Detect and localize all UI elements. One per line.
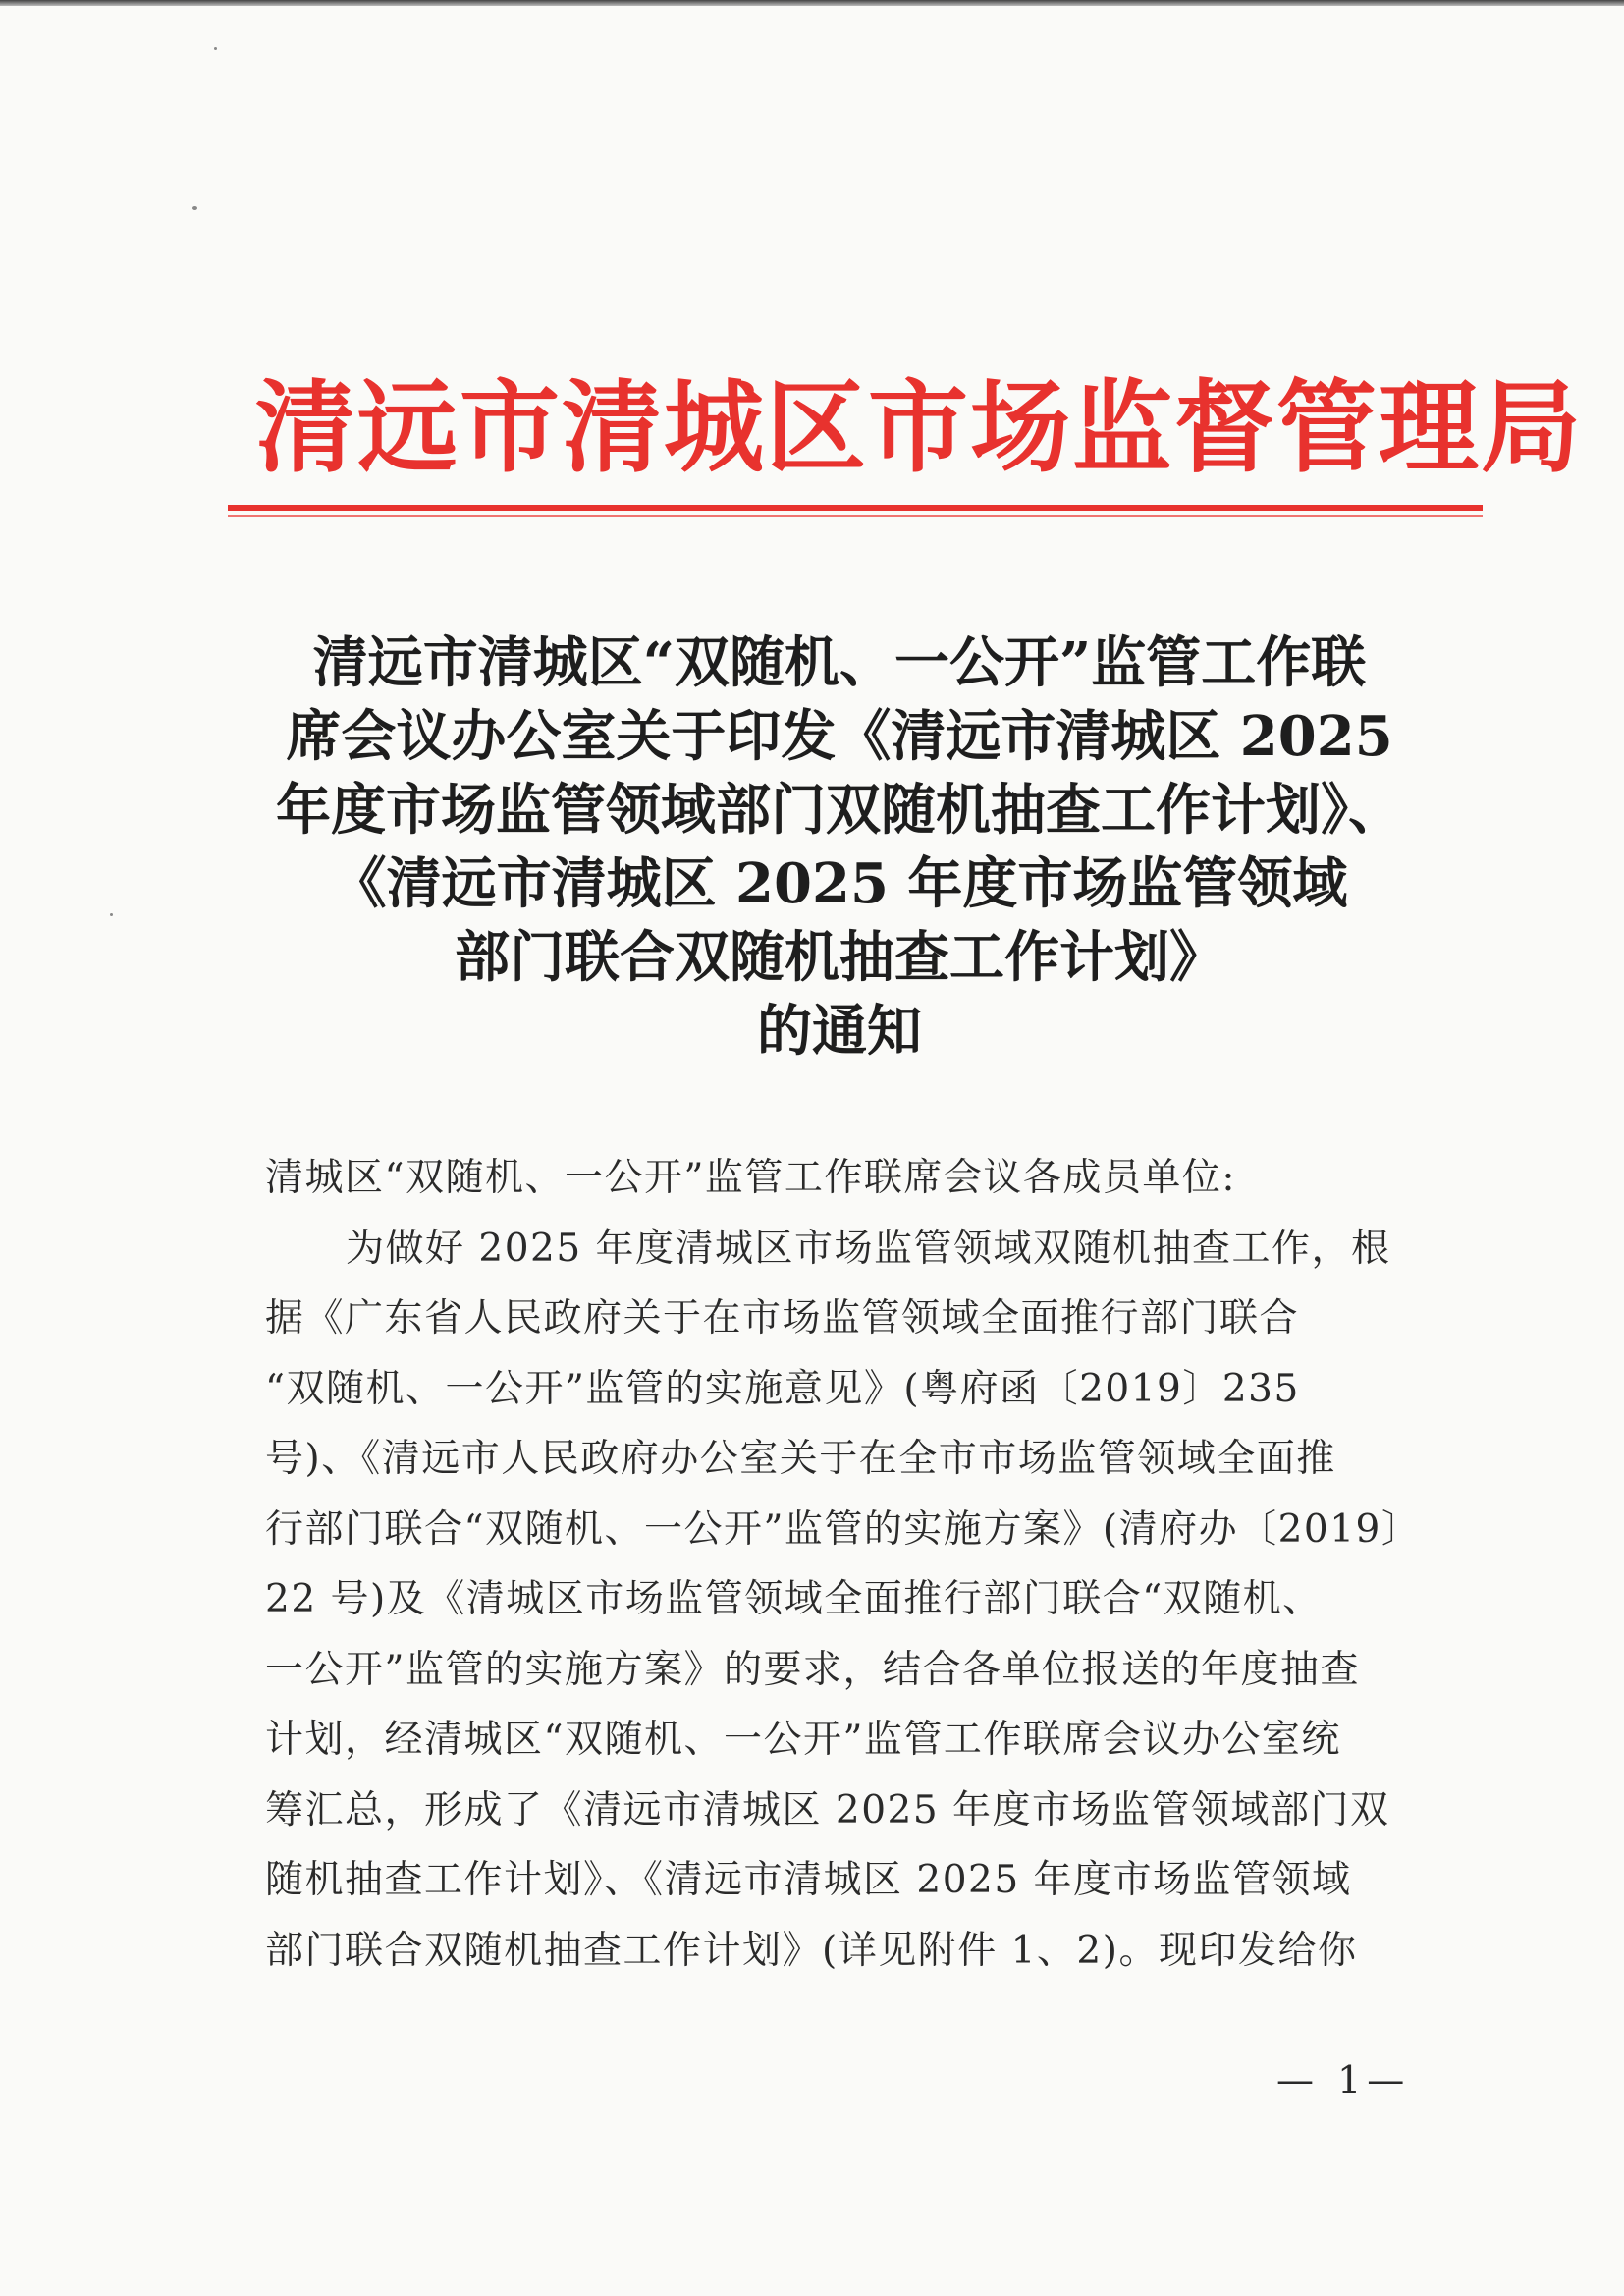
body-line: 计划，经清城区“双随机、一公开”监管工作联席会议办公室统 [265,1718,1341,1762]
title-line: 席会议办公室关于印发《清远市清城区 2025 [286,704,1393,769]
scan-speck [214,47,217,50]
scan-speck [110,913,113,916]
issuing-authority-header: 清远市清城区市场监督管理局 [255,370,1583,487]
red-header-rule [228,505,1483,511]
document-title [250,627,1429,1068]
body-line: 一公开”监管的实施方案》的要求，结合各单位报送的年度抽查 [265,1647,1360,1692]
body-line: 随机抽查工作计划》、《清远市清城区 2025 年度市场监管领域 [265,1858,1352,1902]
title-line: 《清远市清城区 2025 年度市场监管领域 [331,851,1348,916]
title-line: 部门联合双随机抽查工作计划》 [455,925,1224,990]
body-line: 筹汇总，形成了《清远市清城区 2025 年度市场监管领域部门双 [265,1787,1390,1832]
red-header-rule-thin [228,515,1483,517]
title-line: 年度市场监管领域部门双随机抽查工作计划》、 [276,778,1403,843]
title-line: 的通知 [757,999,922,1064]
title-line: 清远市清城区“双随机、一公开”监管工作联 [312,630,1367,695]
page-number: — 1— [1276,2058,1411,2102]
body-line: 22 号)及《清城区市场监管领域全面推行部门联合“双随机、 [265,1577,1323,1621]
scan-speck [192,206,197,210]
scan-top-edge [0,0,1624,6]
body-line: 号)、《清远市人民政府办公室关于在全市市场监管领域全面推 [265,1437,1336,1481]
body-line: 据《广东省人民政府关于在市场监管领域全面推行部门联合 [265,1296,1300,1340]
body-line: 行部门联合“双随机、一公开”监管的实施方案》(清府办〔2019〕 [265,1506,1422,1552]
body-line: 部门联合双随机抽查工作计划》(详见附件 1、2)。现印发给你 [265,1928,1358,1973]
body-line: “双随机、一公开”监管的实施意见》(粤府函〔2019〕235 [265,1366,1300,1411]
salutation: 清城区“双随机、一公开”监管工作联席会议各成员单位: [265,1156,1237,1200]
document-body [265,1143,1422,1986]
body-line: 为做好 2025 年度清城区市场监管领域双随机抽查工作，根 [346,1226,1391,1271]
